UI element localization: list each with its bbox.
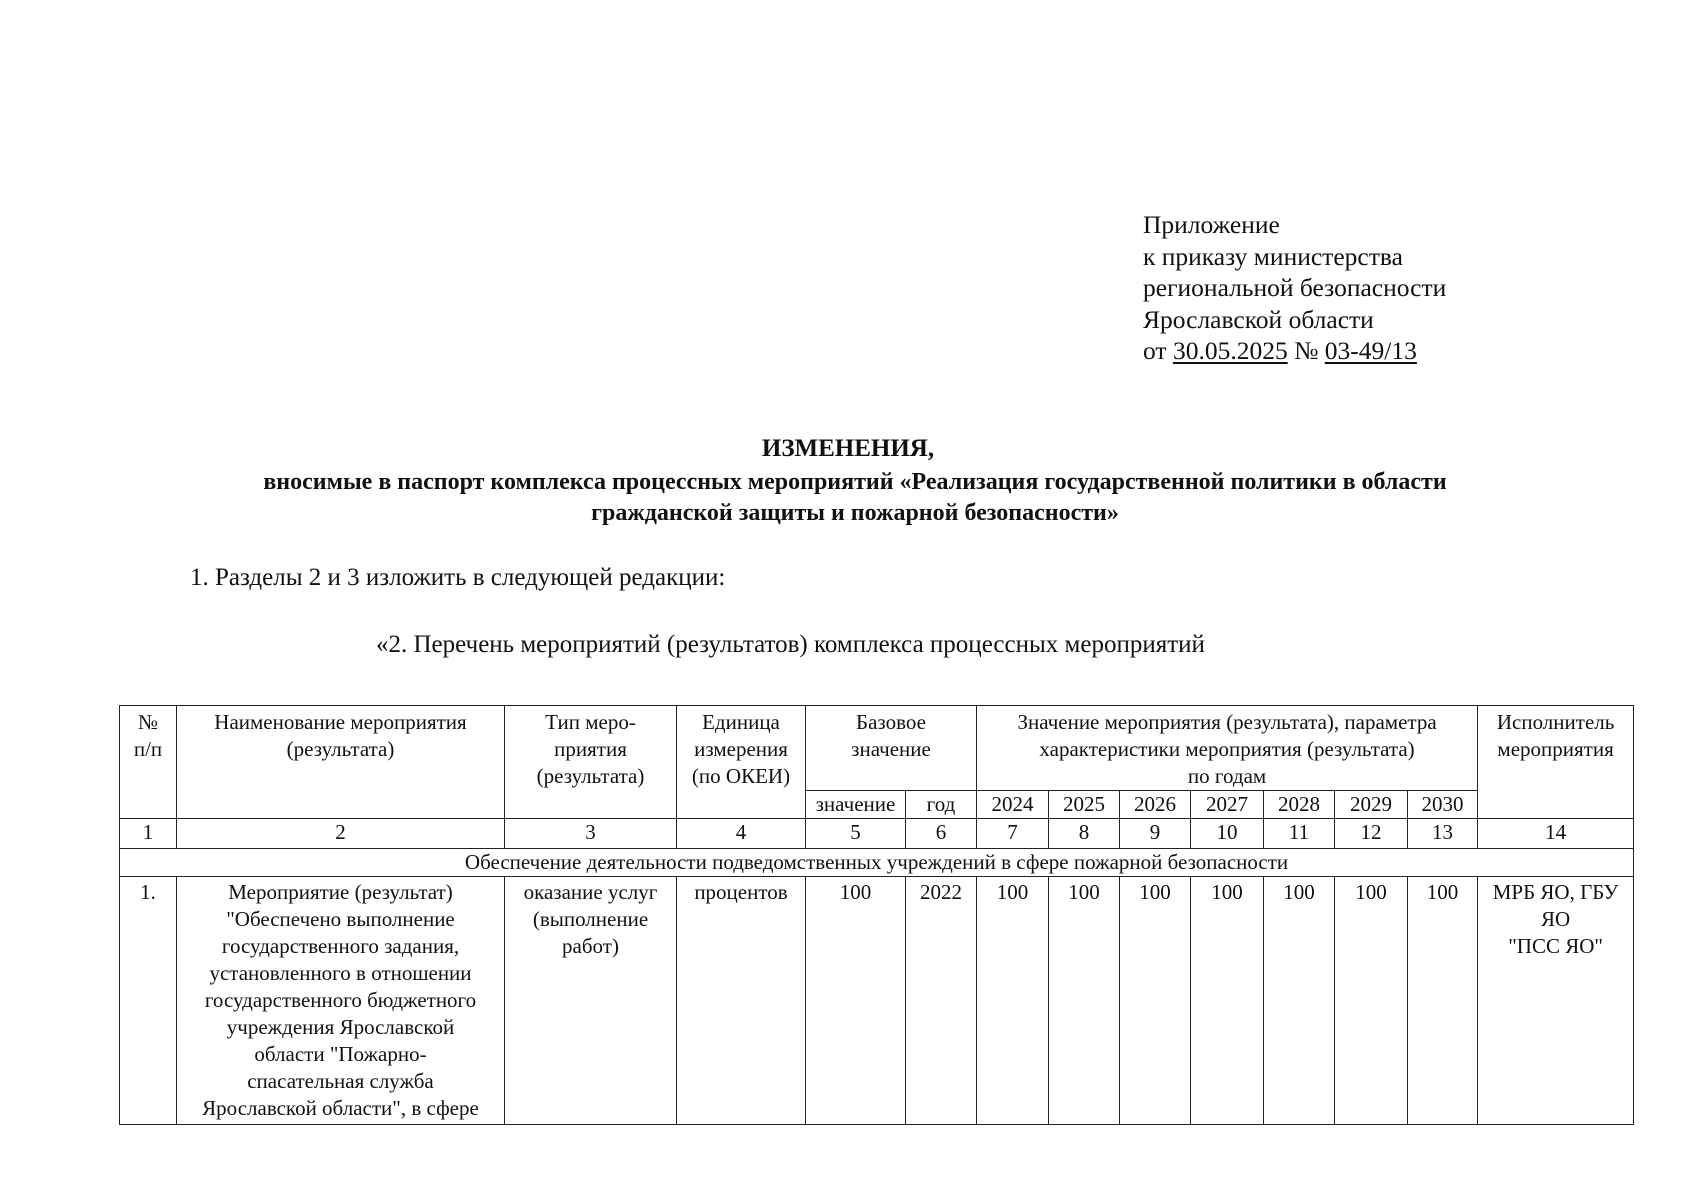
column-number: 9 bbox=[1120, 819, 1191, 849]
appendix-order-line bbox=[1143, 335, 1446, 367]
header-base-value: значение bbox=[806, 791, 906, 819]
header-text: измерения bbox=[694, 737, 788, 761]
row-name-line: Мероприятие (результат) bbox=[228, 880, 453, 904]
row-type bbox=[505, 877, 677, 1125]
row-executor-line: МРБ ЯО, ГБУ bbox=[1492, 880, 1619, 904]
header-year: 2027 bbox=[1191, 791, 1264, 819]
row-year-value: 100 bbox=[977, 877, 1049, 1125]
row-type-line: оказание услуг bbox=[523, 880, 658, 904]
header-text: мероприятия bbox=[1497, 737, 1614, 761]
header-text: значение bbox=[851, 737, 931, 761]
row-executor bbox=[1478, 877, 1634, 1125]
subtitle-line: вносимые в паспорт комплекса процессных мероприятий «Реализация государственной политики в области bbox=[263, 469, 1447, 495]
header-text: № bbox=[137, 710, 159, 734]
header-text: приятия bbox=[554, 737, 627, 761]
row-unit: процентов bbox=[677, 877, 806, 1125]
row-year-value: 100 bbox=[1264, 877, 1335, 1125]
row-name bbox=[177, 877, 505, 1125]
paragraph-1: 1. Разделы 2 и 3 изложить в следующей редакции: bbox=[190, 564, 726, 591]
header-text: (по ОКЕИ) bbox=[691, 764, 791, 788]
row-year-value: 100 bbox=[1408, 877, 1478, 1125]
header-num bbox=[120, 706, 177, 819]
header-text: Наименование мероприятия bbox=[214, 710, 467, 734]
header-year: 2029 bbox=[1335, 791, 1408, 819]
row-type-line: (выполнение bbox=[532, 907, 649, 931]
section-row bbox=[120, 849, 1634, 877]
header-text: Исполнитель bbox=[1496, 710, 1615, 734]
order-number-sign: № bbox=[1287, 336, 1325, 365]
measures-table bbox=[119, 705, 1634, 1125]
header-text: по годам bbox=[1187, 764, 1267, 788]
header-year: 2028 bbox=[1264, 791, 1335, 819]
column-number: 14 bbox=[1478, 819, 1634, 849]
row-name-line: государственного бюджетного bbox=[204, 988, 477, 1012]
row-name-line: установленного в отношении bbox=[209, 961, 472, 985]
column-number: 13 bbox=[1408, 819, 1478, 849]
header-year: 2026 bbox=[1120, 791, 1191, 819]
header-type bbox=[505, 706, 677, 819]
header-name bbox=[177, 706, 505, 819]
section-row-label: Обеспечение деятельности подведомственных учреждений в сфере пожарной безопасности bbox=[120, 849, 1634, 877]
subtitle-line: гражданской защиты и пожарной безопасности» bbox=[591, 500, 1119, 526]
column-numbers-row bbox=[120, 819, 1634, 849]
header-text: (результата) bbox=[286, 737, 395, 761]
header-base bbox=[806, 706, 977, 791]
row-type-line: работ) bbox=[562, 934, 619, 958]
header-year: 2024 bbox=[977, 791, 1049, 819]
appendix-block bbox=[1143, 209, 1446, 367]
column-number: 8 bbox=[1049, 819, 1120, 849]
column-number: 3 bbox=[505, 819, 677, 849]
column-number: 1 bbox=[120, 819, 177, 849]
row-year-value: 100 bbox=[1120, 877, 1191, 1125]
column-number: 2 bbox=[177, 819, 505, 849]
section-title: «2. Перечень мероприятий (результатов) комплекса процессных мероприятий bbox=[376, 631, 1205, 658]
row-name-line: спасательная служба bbox=[247, 1069, 434, 1093]
column-number: 5 bbox=[806, 819, 906, 849]
row-year-value: 100 bbox=[1049, 877, 1120, 1125]
header-text: п/п bbox=[133, 737, 163, 761]
appendix-line: Ярославской области bbox=[1143, 304, 1374, 334]
row-year-value: 100 bbox=[1335, 877, 1408, 1125]
header-base-year: год bbox=[906, 791, 977, 819]
row-name-line: "Обеспечено выполнение bbox=[226, 907, 455, 931]
header-row bbox=[120, 706, 1634, 791]
order-number: 03-49/13 bbox=[1324, 336, 1417, 365]
header-executor bbox=[1478, 706, 1634, 819]
column-number: 12 bbox=[1335, 819, 1408, 849]
header-text: характеристики мероприятия (результата) bbox=[1039, 737, 1415, 761]
column-number: 6 bbox=[906, 819, 977, 849]
header-text: Единица bbox=[702, 710, 780, 734]
document-title: ИЗМЕНЕНИЯ, bbox=[761, 435, 935, 462]
column-number: 10 bbox=[1191, 819, 1264, 849]
column-number: 11 bbox=[1264, 819, 1335, 849]
document-subtitle bbox=[0, 467, 1696, 529]
row-name-line: Ярославской области", в сфере bbox=[202, 1096, 479, 1120]
appendix-line: Приложение bbox=[1143, 210, 1280, 239]
order-prefix: от bbox=[1143, 336, 1173, 365]
column-number: 7 bbox=[977, 819, 1049, 849]
row-name-line: области "Пожарно- bbox=[254, 1042, 427, 1066]
row-name-line: государственного задания, bbox=[221, 934, 460, 958]
header-unit bbox=[677, 706, 806, 819]
row-num: 1. bbox=[120, 877, 177, 1125]
header-values bbox=[977, 706, 1478, 791]
appendix-line: к приказу министерства bbox=[1143, 241, 1403, 271]
row-name-line: учреждения Ярославской bbox=[226, 1015, 455, 1039]
row-executor-line: "ПСС ЯО" bbox=[1508, 934, 1603, 958]
header-text: (результата) bbox=[536, 764, 645, 788]
header-text: Значение мероприятия (результата), параметра bbox=[1017, 710, 1437, 734]
header-text: Тип меро- bbox=[545, 710, 636, 734]
row-year-value: 100 bbox=[1191, 877, 1264, 1125]
table-row bbox=[120, 877, 1634, 1125]
appendix-line: региональной безопасности bbox=[1143, 273, 1447, 302]
row-executor-line: ЯО bbox=[1541, 907, 1571, 931]
column-number: 4 bbox=[677, 819, 806, 849]
order-date: 30.05.2025 bbox=[1172, 336, 1288, 365]
header-year: 2025 bbox=[1049, 791, 1120, 819]
header-year: 2030 bbox=[1408, 791, 1478, 819]
row-base-value: 100 bbox=[806, 877, 906, 1125]
header-text: Базовое bbox=[856, 710, 926, 734]
row-base-year: 2022 bbox=[906, 877, 977, 1125]
